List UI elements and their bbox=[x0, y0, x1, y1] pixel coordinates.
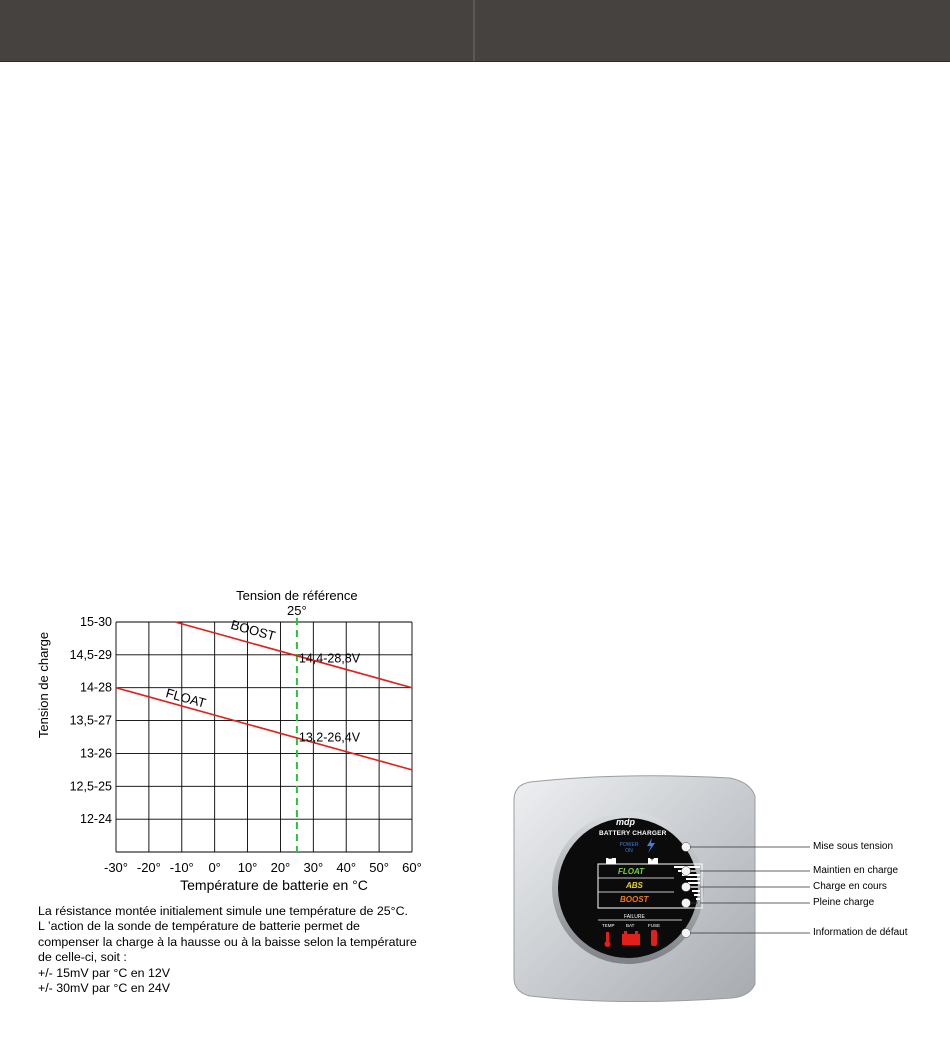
y-axis-label: Tension de charge bbox=[36, 631, 51, 739]
callout-float: Maintien en charge bbox=[813, 865, 899, 876]
series-label-boost: BOOST bbox=[229, 616, 278, 644]
bar-float-label: FLOAT bbox=[618, 867, 645, 876]
note-line: compenser la charge à la hausse ou à la baisse selon la température bbox=[38, 934, 417, 949]
note-line: de celle-ci, soit : bbox=[38, 950, 127, 965]
y-tick-label: 14-28 bbox=[80, 680, 112, 695]
chart-svg bbox=[30, 580, 430, 900]
y-tick-label: 15-30 bbox=[80, 615, 112, 629]
banner-divider bbox=[473, 0, 475, 61]
value-annotation: 14,4-28,8V bbox=[298, 651, 361, 666]
x-tick-label: -20° bbox=[136, 860, 161, 875]
y-tick-label: 12-24 bbox=[80, 812, 112, 827]
failure-bat-label: BAT bbox=[626, 923, 635, 928]
device-title: BATTERY CHARGER bbox=[599, 830, 667, 837]
callout-dot-failure bbox=[682, 929, 691, 938]
failure-fuse-label: FUSE bbox=[648, 923, 661, 928]
callout-charging: Charge en cours bbox=[813, 881, 887, 892]
value-annotation: 13,2-26,4V bbox=[298, 730, 361, 745]
minus-label: − bbox=[608, 856, 613, 863]
note-line: +/- 30mV par °C en 24V bbox=[38, 981, 171, 996]
note-line: +/- 15mV par °C en 12V bbox=[38, 965, 171, 980]
callout-dot-abs bbox=[682, 883, 691, 892]
callout-power-on: Mise sous tension bbox=[813, 841, 894, 852]
series-label-float: FLOAT bbox=[164, 685, 208, 711]
battery-charger-panel bbox=[500, 770, 940, 1010]
callout-full: Pleine charge bbox=[813, 897, 875, 908]
bar-abs-label: ABS bbox=[626, 881, 643, 890]
y-tick-label: 13-26 bbox=[80, 746, 112, 761]
note-line: L ’action de la sonde de température de batterie permet de bbox=[38, 919, 360, 934]
y-tick-label: 13,5-27 bbox=[69, 713, 112, 728]
x-tick-label: 60° bbox=[402, 860, 422, 875]
fuse-icon bbox=[651, 930, 657, 946]
y-tick-label: 12,5-25 bbox=[69, 779, 112, 794]
callout-dot-power bbox=[682, 843, 691, 852]
x-tick-label: 30° bbox=[303, 860, 324, 875]
x-tick-label: -10° bbox=[169, 860, 194, 875]
x-tick-label: 0° bbox=[208, 860, 221, 875]
failure-temp-label: TEMP bbox=[602, 923, 615, 928]
x-tick-label: -30° bbox=[104, 860, 128, 875]
callout-dot-boost bbox=[682, 899, 691, 908]
bar-boost-label: BOOST bbox=[620, 895, 649, 904]
x-tick-label: 50° bbox=[369, 860, 389, 875]
callout-failure: Information de défaut bbox=[813, 927, 908, 938]
x-tick-label: 20° bbox=[270, 860, 291, 875]
plus-label: + bbox=[650, 856, 655, 863]
chart-title: Tension de référence bbox=[236, 588, 358, 603]
failure-label: FAILURE bbox=[624, 914, 645, 920]
x-tick-label: 40° bbox=[336, 860, 357, 875]
series-line-float bbox=[116, 688, 412, 770]
reference-label: 25° bbox=[287, 603, 307, 618]
x-axis-label: Température de batterie en °C bbox=[180, 877, 368, 893]
note-line: La résistance montée initialement simule une température de 25°C. bbox=[38, 904, 408, 918]
top-banner bbox=[0, 0, 950, 61]
power-label: POWER ON bbox=[619, 842, 639, 854]
y-tick-label: 14,5-29 bbox=[69, 647, 112, 662]
temperature-chart bbox=[30, 580, 430, 900]
callout-dot-float bbox=[682, 867, 691, 876]
x-tick-label: 10° bbox=[237, 860, 258, 875]
banner-bottom-line bbox=[0, 61, 950, 62]
brand-logo: mdp bbox=[616, 817, 635, 827]
notes-block bbox=[38, 904, 458, 996]
